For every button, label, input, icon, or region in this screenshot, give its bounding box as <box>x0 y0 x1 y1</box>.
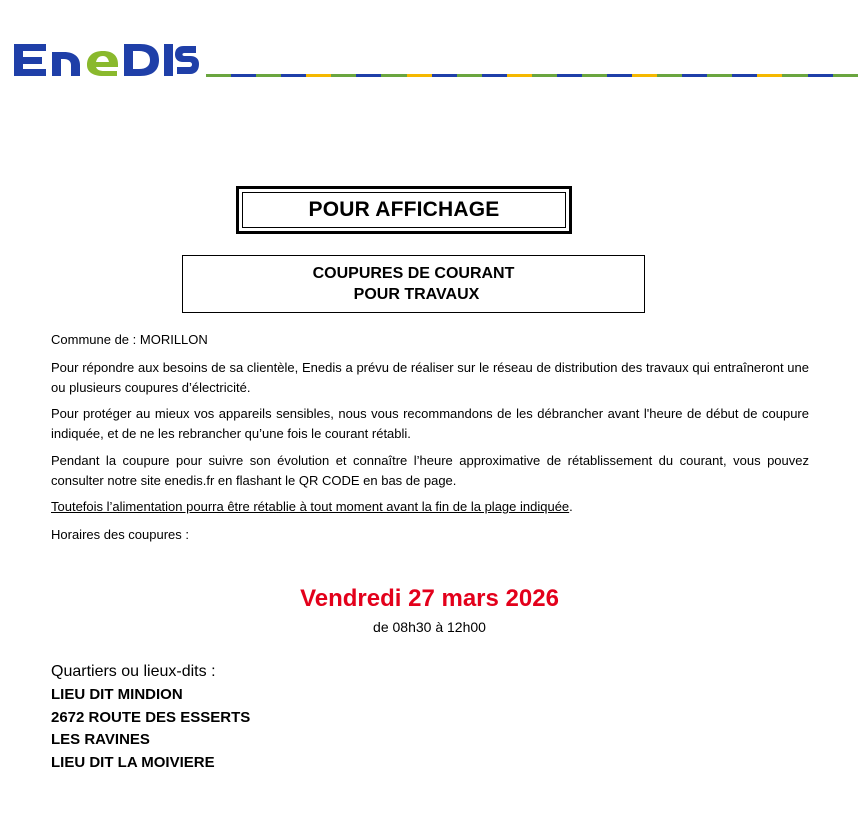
header-line-segment <box>682 74 707 77</box>
paragraph-suivi: Pendant la coupure pour suivre son évolution et connaître l’heure approximative de rétablissement du courant, vous pouvez consulter notre site enedis.fr en flashant le QR CODE en bas de page. <box>51 453 809 488</box>
notice-underlined-text: Toutefois l’alimentation pourra être rétablie à tout moment avant la fin de la plage indiquée <box>51 499 570 514</box>
header-line-segment <box>782 74 807 77</box>
locations-list <box>51 684 250 774</box>
header-line-segment <box>632 74 657 77</box>
location-item: 2672 ROUTE DES ESSERTS <box>51 708 251 726</box>
header-line-segment <box>281 74 306 77</box>
pour-affichage-box <box>236 186 572 234</box>
commune-line: Commune de : MORILLON <box>51 332 208 347</box>
header-line-segment <box>482 74 507 77</box>
outage-time-range: de 08h30 à 12h00 <box>373 619 486 635</box>
header-line-segment <box>532 74 557 77</box>
header-line-segment <box>808 74 833 77</box>
pour-affichage-title: POUR AFFICHAGE <box>242 192 566 228</box>
header-line-segment <box>607 74 632 77</box>
location-item: LES RAVINES <box>51 731 150 748</box>
header-line-segment <box>757 74 782 77</box>
outage-date: Vendredi 27 mars 2026 <box>300 585 559 612</box>
header-line-segment <box>457 74 482 77</box>
enedis-logo-graphic <box>10 38 200 82</box>
horaires-label: Horaires des coupures : <box>51 527 190 542</box>
header-line-segment <box>657 74 682 77</box>
header-line-segment <box>356 74 381 77</box>
header-line-segment <box>331 74 356 77</box>
header-line-segment <box>256 74 281 77</box>
header-line-segment <box>231 74 256 77</box>
header-line-segment <box>707 74 732 77</box>
header-line-segment <box>732 74 757 77</box>
locations-label: Quartiers ou lieux-dits : <box>51 663 216 680</box>
notice-line <box>51 497 809 517</box>
header-line-segment <box>582 74 607 77</box>
header-line-segment <box>407 74 432 77</box>
header-line-segment <box>432 74 457 77</box>
header-line-segment <box>833 74 858 77</box>
enedis-logo <box>10 38 200 82</box>
paragraph-besoins: Pour répondre aux besoins de sa clientèle, Enedis a prévu de réaliser sur le réseau de distribution des travaux qui entraîneront une ou plusieurs coupures d’électricité. <box>51 360 809 395</box>
header-line-segment <box>381 74 406 77</box>
header-line-segment <box>206 74 231 77</box>
coupures-title-line2: POUR TRAVAUX <box>353 286 480 303</box>
header-line-segment <box>306 74 331 77</box>
header-decorative-line <box>206 74 858 77</box>
location-item: LIEU DIT LA MOIVIERE <box>51 753 215 771</box>
header-line-segment <box>557 74 582 77</box>
paragraph-protection: Pour protéger au mieux vos appareils sensibles, nous vous recommandons de les débrancher avant l'heure de début de coupure indiquée, et de ne les rebrancher qu’une fois le courant rétabli. <box>51 406 809 441</box>
notice-period: . <box>569 499 573 514</box>
coupures-title-line1: COUPURES DE COURANT <box>312 265 515 282</box>
coupures-title-box <box>182 255 645 313</box>
header-line-segment <box>507 74 532 77</box>
location-item: LIEU DIT MINDION <box>51 686 183 703</box>
